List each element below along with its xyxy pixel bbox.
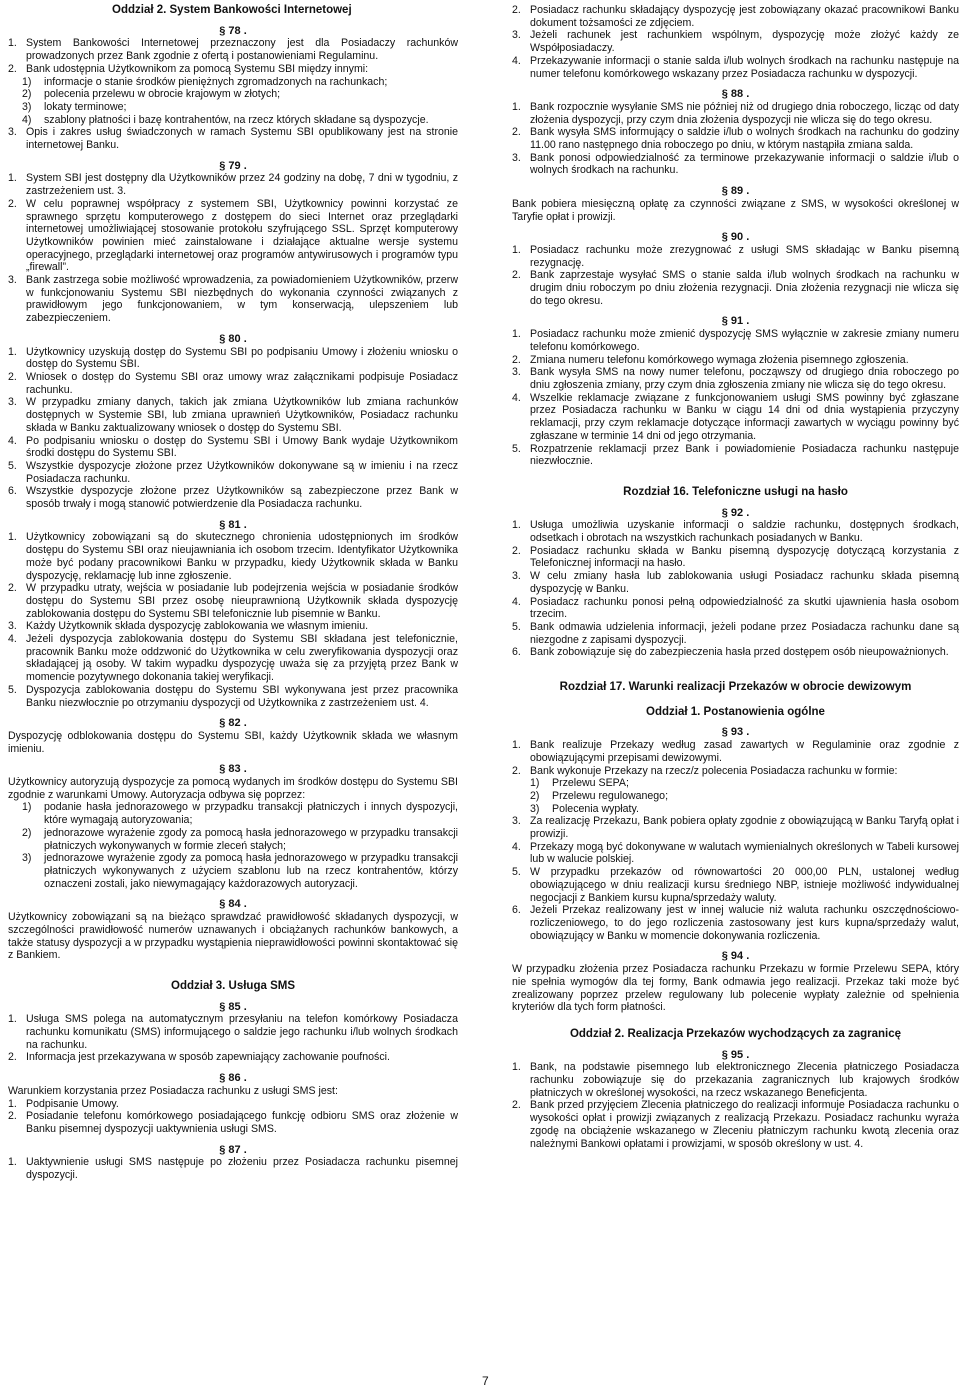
item-number: 2. bbox=[512, 126, 521, 139]
item-text: Jeżeli Przekaz realizowany jest w innej walucie niż waluta rachunku oszczędnościowo-rozliczeniowego, to do jego rozliczenia zastosowany jest kurs kupna/sprzedaży walut, obowiązujący w Banku w momencie dokonywania rozliczenia. bbox=[530, 904, 959, 942]
item-text: Bank wysyła SMS informujący o saldzie i/lub o wolnych środkach na rachunku do godziny 11.00 rano następnego dnia roboczego po dniu, w którym nastąpiła zmiana salda. bbox=[530, 126, 959, 152]
list-item bbox=[512, 101, 959, 126]
chapter-heading: Oddział 2. Realizacja Przekazów wychodzących za zagranicę bbox=[569, 1027, 902, 1040]
list-item bbox=[8, 37, 458, 62]
item-number: 2. bbox=[8, 370, 17, 383]
item-text: W przypadku przekazów od równowartości 20 000,00 PLN, ustalonej według obowiązującego w dniu realizacji kursu średniego NBP, istnieje możliwość indywidualnej negocjacji z Bankiem kursu kupna/sprzedaży waluty. bbox=[530, 866, 959, 904]
item-text: W przypadku utraty, wejścia w posiadanie lub podejrzenia wejścia w posiadanie środków dostępu do Systemu SBI przez osobę nieuprawnioną Użytkownik składa dyspozycję zablokowania dostępu do Systemu SBI telefonicznie lub pisemnie w Banku. bbox=[26, 582, 458, 620]
item-number: 5. bbox=[8, 459, 17, 472]
item-number: 2) bbox=[22, 826, 32, 839]
list-item bbox=[512, 570, 959, 595]
left-column bbox=[8, 4, 458, 1182]
item-number: 1) bbox=[530, 777, 540, 790]
list-item bbox=[512, 269, 959, 307]
item-number: 2) bbox=[530, 789, 540, 802]
item-number: 2. bbox=[512, 269, 521, 282]
paragraph-number: § 79 . bbox=[219, 159, 247, 172]
page-number: 7 bbox=[482, 1374, 489, 1388]
item-text: Informacja jest przekazywana w sposób zapewniający zachowanie poufności. bbox=[26, 1051, 390, 1064]
list-item bbox=[8, 852, 458, 890]
paragraph-number: § 78 . bbox=[219, 24, 247, 37]
item-number: 1. bbox=[8, 531, 17, 544]
paragraph-text: Użytkownicy zobowiązani są na bieżąco sprawdzać prawidłowość składanych dyspozycji, w szczególności prawidłowość numerów uznawanych i obciążanych rachunków bankowych, a także statusy dyspozycji a w przypadku wystąpienia nieprawidłowości powinni skontaktować się z Bankiem. bbox=[8, 911, 458, 962]
item-text: Posiadanie telefonu komórkowego posiadającego funkcję odbioru SMS oraz złożenie w Banku pisemnej dyspozycji uaktywnienia usługi SMS. bbox=[26, 1110, 458, 1135]
item-text: Po podpisaniu wniosku o dostęp do Systemu SBI i Umowy Bank wydaje Użytkownikom środki dostępu do Systemu SBI. bbox=[26, 434, 458, 460]
list-item bbox=[512, 621, 959, 646]
list-item bbox=[512, 841, 959, 866]
list-item bbox=[512, 55, 959, 80]
item-text: Usługa SMS polega na automatycznym przesyłaniu na telefon komórkowy Posiadacza rachunku komunikatu (SMS) informującego o saldzie jego rachunku i/lub wolnych środkach na rachunku. bbox=[26, 1013, 458, 1051]
list-item bbox=[8, 346, 458, 371]
item-text: Bank wykonuje Przekazy na rzecz/z polecenia Posiadacza rachunku w formie: bbox=[530, 764, 898, 777]
list-item bbox=[8, 633, 458, 684]
list-item bbox=[512, 777, 959, 790]
item-text: Dyspozycja zablokowania dostępu do Systemu SBI wykonywana jest przez pracownika Banku niezwłocznie po otrzymaniu dyspozycji od Użytkownika z zastrzeżeniem ust. 4. bbox=[26, 683, 458, 709]
item-text: Bank zaprzestaje wysyłać SMS o stanie salda i/lub wolnych środkach na rachunku w drugim dniu roboczym po dniu złożenia rezygnacji. Dnia złożenia rezygnacji nie wlicza się do tego okresu. bbox=[530, 269, 959, 307]
item-text: Użytkownicy uzyskują dostęp do Systemu SBI po podpisaniu Umowy i złożeniu wniosku o dostęp do Systemu SBI. bbox=[26, 345, 458, 371]
paragraph-number: § 82 . bbox=[219, 717, 247, 730]
list-item bbox=[512, 519, 959, 544]
item-number: 2. bbox=[8, 582, 17, 595]
list-item bbox=[8, 198, 458, 274]
item-text: Wszystkie dyspozycje złożone przez Użytkowników dokonywane są w imieniu i na rzecz Posiadacza rachunku. bbox=[26, 459, 458, 485]
item-number: 3. bbox=[512, 151, 521, 164]
item-text: Rozpatrzenie reklamacji przez Bank i powiadomienie Posiadacza rachunku następuje niezwłocznie. bbox=[530, 442, 959, 468]
list-item bbox=[512, 366, 959, 391]
list-item bbox=[512, 904, 959, 942]
list-item bbox=[8, 827, 458, 852]
item-text: Jeżeli rachunek jest rachunkiem wspólnym, dyspozycję może złożyć każdy ze Współposiadaczy. bbox=[530, 29, 959, 55]
item-number: 2. bbox=[512, 764, 521, 777]
list-item bbox=[8, 101, 458, 114]
item-number: 1. bbox=[512, 739, 521, 752]
item-number: 1. bbox=[512, 519, 521, 532]
item-text: Posiadacz rachunku składa w Banku pisemną dyspozycję dotyczącą korzystania z Telefonicznej informacji na hasło. bbox=[530, 544, 959, 570]
list-item bbox=[512, 244, 959, 269]
paragraph-number: § 81 . bbox=[219, 518, 247, 531]
item-text: Zmiana numeru telefonu komórkowego wymaga złożenia pisemnego zgłoszenia. bbox=[530, 353, 909, 366]
item-text: Bank, na podstawie pisemnego lub elektronicznego Zlecenia płatniczego Posiadacza rachunku zobowiązuje się do przekazania zagranicznych lub krajowych środków płatniczych w określonej wysokości, na rzecz wskazanego Beneficjenta. bbox=[530, 1061, 959, 1099]
item-text: Bank zobowiązuje się do zabezpieczenia hasła przed dostępem osób nieupoważnionych. bbox=[530, 646, 949, 659]
item-number: 1. bbox=[8, 172, 17, 185]
item-number: 2. bbox=[8, 1110, 17, 1123]
item-text: System SBI jest dostępny dla Użytkowników przez 24 godziny na dobę, 7 dni w tygodniu, z zastrzeżeniem ust. 3. bbox=[26, 172, 458, 198]
paragraph-number: § 93 . bbox=[721, 726, 750, 739]
list-item bbox=[8, 1098, 458, 1111]
item-number: 1. bbox=[512, 100, 521, 113]
item-number: 6. bbox=[512, 904, 521, 917]
item-text: informacje o stanie środków pieniężnych zgromadzonych na rachunkach; bbox=[44, 75, 388, 88]
item-number: 2. bbox=[512, 544, 521, 557]
item-number: 5. bbox=[8, 683, 17, 696]
item-number: 2. bbox=[512, 353, 521, 366]
paragraph-number: § 89 . bbox=[721, 185, 750, 198]
item-number: 1. bbox=[512, 243, 521, 256]
item-text: Przekazywanie informacji o stanie salda i/lub wolnych środkach na rachunku następuje na numer telefonu komórkowego wskazany przez Posiadacza rachunku w dyspozycji. bbox=[530, 54, 959, 80]
item-text: Posiadacz rachunku składający dyspozycję jest zobowiązany okazać pracownikowi Banku dokument tożsamości ze zdjęciem. bbox=[530, 4, 959, 29]
list-item bbox=[8, 396, 458, 434]
paragraph-text: Warunkiem korzystania przez Posiadacza rachunku z usługi SMS jest: bbox=[8, 1084, 338, 1097]
list-item bbox=[8, 371, 458, 396]
item-number: 1. bbox=[512, 1061, 521, 1074]
list-item bbox=[8, 582, 458, 620]
item-number: 5. bbox=[512, 442, 521, 455]
item-number: 1) bbox=[22, 801, 32, 814]
list-item bbox=[8, 76, 458, 89]
list-item bbox=[8, 620, 458, 633]
item-number: 1) bbox=[22, 75, 32, 88]
item-number: 2. bbox=[8, 197, 17, 210]
list-item bbox=[8, 63, 458, 76]
item-number: 4. bbox=[512, 391, 521, 404]
item-text: Za realizację Przekazu, Bank pobiera opłaty zgodnie z obowiązującą w Banku Taryfą opłat i prowizji. bbox=[530, 815, 959, 841]
paragraph-number: § 88 . bbox=[721, 88, 750, 101]
chapter-heading: Rozdział 17. Warunki realizacji Przekazów w obrocie dewizowym bbox=[559, 681, 912, 694]
item-text: Przekazy mogą być dokonywane w walutach wymienialnych określonych w Tabeli kursowej lub w walucie polskiej. bbox=[530, 840, 959, 866]
item-number: 2. bbox=[8, 1051, 17, 1064]
list-item bbox=[8, 1013, 458, 1051]
item-number: 2. bbox=[512, 4, 521, 16]
item-number: 5. bbox=[512, 866, 521, 879]
list-item bbox=[8, 114, 458, 127]
paragraph-number: § 80 . bbox=[219, 332, 247, 345]
item-text: W celu poprawnej współpracy z systemem SBI, Użytkownicy powinni korzystać ze sprawnego sprzętu komputerowego z dostępem do sieci Internet oraz przeglądarki internetowej umożliwiającej stosowanie protokołu szyfrującego SSL. Sprzęt komputerowy Użytkowników powinien mieć zainstalowane i działające aktualne wersje systemu operacyjnego, przeglądarki internetowej oraz programów antywirusowych i programów typu „firewall”. bbox=[26, 197, 458, 274]
item-text: Posiadacz rachunku może zrezygnować z usługi SMS składając w Banku pisemną rezygnację. bbox=[530, 243, 959, 269]
paragraph-number: § 84 . bbox=[219, 898, 247, 911]
item-number: 3. bbox=[512, 29, 521, 42]
item-number: 1. bbox=[8, 1013, 17, 1026]
item-text: Bank wysyła SMS na nowy numer telefonu, począwszy od drugiego dnia roboczego po dniu zgłoszenia zmiany, przy czym dnia zgłoszenia zmiany nie wlicza się do tego okresu. bbox=[530, 366, 959, 391]
chapter-heading: Oddział 3. Usługa SMS bbox=[171, 979, 295, 992]
item-text: Przelewu regulowanego; bbox=[552, 789, 669, 802]
list-item bbox=[512, 866, 959, 904]
item-text: Posiadacz rachunku ponosi pełną odpowiedzialność za skutki ujawnienia hasła osobom trzecim. bbox=[530, 595, 959, 621]
item-number: 2) bbox=[22, 88, 32, 101]
item-text: Wszelkie reklamacje związane z funkcjonowaniem usługi SMS powinny być zgłaszane przez Posiadacza rachunku w Banku w ciągu 14 dni od dnia wystąpienia przyczyny reklamacji, przy czym reklamacje dotyczące informacji zawartych w wyciągu powinny być zgłaszane w terminie 14 dni od jego otrzymania. bbox=[530, 391, 959, 442]
item-text: Opis i zakres usług świadczonych w ramach Systemu SBI opublikowany jest na stronie internetowej Banku. bbox=[26, 126, 458, 152]
list-item bbox=[512, 354, 959, 367]
item-text: Bank przed przyjęciem Zlecenia płatniczego do realizacji informuje Posiadacza rachunku o wysokości opłat i prowizji związanych z realizacją Przekazu. Posiadacz rachunku wyraża zgodę na obciążenie wskazanego w Zleceniu płatniczym rachunku kwotą zlecenia oraz należnymi Bankowi opłatami i prowizjami, w sposób określony w ust. 4. bbox=[530, 1099, 959, 1150]
chapter-heading: Oddział 1. Postanowienia ogólne bbox=[646, 705, 825, 718]
item-text: jednorazowe wyrażenie zgody za pomocą hasła jednorazowego w przypadku transakcji płatniczych wykonywanych z użyciem szablonu lub na rzecz kontrahentów, którzy oznaczeni zostali, jako niewymagający każdorazowych autoryzacji. bbox=[44, 852, 458, 890]
item-number: 4. bbox=[8, 633, 17, 646]
list-item bbox=[512, 790, 959, 803]
paragraph-text: Użytkownicy autoryzują dyspozycje za pomocą wydanych im środków dostępu do Systemu SBI zgodnie z warunkami Umowy. Autoryzacja odbywa się poprzez: bbox=[8, 776, 458, 801]
item-number: 6. bbox=[512, 646, 521, 659]
list-item bbox=[8, 126, 458, 151]
item-text: System Bankowości Internetowej przeznaczony jest dla Posiadaczy rachunków prowadzonych przez Bank zgodnie z ofertą i postanowieniami Regulaminu. bbox=[26, 37, 458, 63]
item-number: 4. bbox=[512, 840, 521, 853]
item-text: Podpisanie Umowy. bbox=[26, 1097, 119, 1110]
item-number: 2. bbox=[8, 62, 17, 75]
section-heading: Oddział 2. System Bankowości Internetowej bbox=[112, 4, 352, 16]
list-item bbox=[512, 392, 959, 443]
list-item bbox=[8, 1156, 458, 1181]
item-number: 4) bbox=[22, 113, 32, 126]
list-item bbox=[512, 646, 959, 659]
item-number: 3. bbox=[512, 570, 521, 583]
item-text: podanie hasła jednorazowego w przypadku transakcji płatniczych i innych dyspozycji, które wymagają autoryzowania; bbox=[44, 801, 458, 827]
item-number: 3. bbox=[8, 620, 17, 633]
item-text: szablony płatności i bazę kontrahentów, na rzecz których składane są dyspozycje. bbox=[44, 113, 429, 126]
paragraph-text: W przypadku złożenia przez Posiadacza rachunku Przekazu w formie Przelewu SEPA, który nie spełnia wymogów dla tej formy, Bank odmawia jego realizacji. Przekaz taki może być zrealizowany poprzez przelew regulowany lub polecenie wypłaty zależnie od spełnienia kryteriów dla tych form płatności. bbox=[512, 963, 959, 1014]
list-item bbox=[8, 88, 458, 101]
item-number: 1. bbox=[8, 1097, 17, 1110]
item-text: Bank rozpocznie wysyłanie SMS nie później niż od drugiego dnia roboczego, licząc od daty złożenia dyspozycji, przy czym dnia złożenia dyspozycji nie wlicza się do tego okresu. bbox=[530, 100, 959, 126]
list-item bbox=[8, 1110, 458, 1135]
item-text: Bank ponosi odpowiedzialność za terminowe przekazywanie informacji o saldzie i/lub o wolnych środkach na rachunku. bbox=[530, 151, 959, 177]
paragraph-number: § 91 . bbox=[721, 315, 750, 328]
item-number: 5. bbox=[512, 620, 521, 633]
list-item bbox=[512, 328, 959, 353]
list-item bbox=[512, 126, 959, 151]
item-number: 3. bbox=[512, 366, 521, 379]
list-item bbox=[512, 1099, 959, 1150]
item-text: Każdy Użytkownik składa dyspozycję zablokowania we własnym imieniu. bbox=[26, 620, 369, 633]
list-item bbox=[8, 485, 458, 510]
list-item bbox=[512, 29, 959, 54]
list-item bbox=[512, 803, 959, 816]
item-text: Przelewu SEPA; bbox=[552, 777, 629, 790]
list-item bbox=[512, 443, 959, 468]
item-text: W przypadku zmiany danych, takich jak zmiana Użytkowników lub zmiana rachunków dostępnych w Systemie SBI, lub zmiana uprawnień Użytkowników, Posiadacz rachunku składa w Banku zaktualizowany wniosek o dostęp do Systemu SBI. bbox=[26, 396, 458, 434]
list-item bbox=[512, 1061, 959, 1099]
paragraph-number: § 86 . bbox=[219, 1072, 247, 1085]
item-text: Jeżeli dyspozycja zablokowania dostępu do Systemu SBI składana jest telefonicznie, pracownik Banku może oddzwonić do Użytkownika w celu zweryfikowania dyspozycji oraz składającej ją osoby. W takim wypadku dyspozycję uważa się za przyjętą przez Bank w momencie pozytywnego dokonania takiej weryfikacji. bbox=[26, 633, 458, 684]
item-text: Posiadacz rachunku może zmienić dyspozycję SMS wyłącznie w zakresie zmiany numeru telefonu komórkowego. bbox=[530, 328, 959, 353]
list-item bbox=[512, 596, 959, 621]
item-text: Polecenia wypłaty. bbox=[552, 802, 639, 815]
right-column bbox=[512, 4, 959, 1150]
item-text: lokaty terminowe; bbox=[44, 100, 127, 113]
paragraph-number: § 83 . bbox=[219, 763, 247, 776]
item-number: 6. bbox=[8, 485, 17, 498]
item-text: Uaktywnienie usługi SMS następuje po złożeniu przez Posiadacza rachunku pisemnej dyspozycji. bbox=[26, 1156, 458, 1182]
item-text: Usługa umożliwia uzyskanie informacji o saldzie rachunku, dostępnych środkach, odsetkach i obrotach na wszystkich rachunkach posiadanych w Banku. bbox=[530, 519, 959, 545]
list-item bbox=[8, 274, 458, 325]
paragraph-number: § 85 . bbox=[219, 1000, 247, 1013]
item-text: Bank zastrzega sobie możliwość wprowadzenia, za powiadomieniem Użytkowników, przerw w funkcjonowaniu Systemu SBI niezbędnych do wykonania czynności związanych z prawidłowym jego funkcjonowaniem, w tym konserwacją, ulepszeniem lub zabezpieczeniem. bbox=[26, 274, 458, 325]
list-item bbox=[512, 815, 959, 840]
item-text: Wszystkie dyspozycje złożone przez Użytkowników są zabezpieczone przez Bank w sposób trwały i mogą stanowić potwierdzenie dla Posiadacza rachunku. bbox=[26, 485, 458, 511]
paragraph-number: § 95 . bbox=[721, 1048, 750, 1061]
item-text: Bank odmawia udzielenia informacji, jeżeli podane przez Posiadacza rachunku dane są niezgodne z zapisami dyspozycji. bbox=[530, 620, 959, 646]
item-text: W celu zmiany hasła lub zablokowania usługi Posiadacz rachunku składa pisemną dyspozycję w Banku. bbox=[530, 570, 959, 595]
paragraph-number: § 92 . bbox=[721, 506, 750, 519]
list-item bbox=[8, 684, 458, 709]
paragraph-number: § 90 . bbox=[721, 231, 750, 244]
paragraph-text: Bank pobiera miesięczną opłatę za czynności związane z SMS, w wysokości określonej w Taryfie opłat i prowizji. bbox=[512, 197, 959, 223]
item-number: 1. bbox=[8, 37, 17, 50]
item-number: 4. bbox=[8, 434, 17, 447]
item-text: Wniosek o dostęp do Systemu SBI oraz umowy wraz załącznikami podpisuje Posiadacz rachunku. bbox=[26, 370, 458, 396]
item-number: 4. bbox=[512, 595, 521, 608]
item-text: Użytkownicy zobowiązani są do skutecznego chronienia udostępnionych im środków dostępu do Systemu SBI oraz nieujawniania ich osobom trzecim. Identyfikator Użytkownika może być podany pracownikowi Banku w przypadku, kiedy Użytkownik składa w Banku dyspozycję, reklamację lub inne zgłoszenie. bbox=[26, 531, 458, 582]
item-text: Bank realizuje Przekazy według zasad zawartych w Regulaminie oraz zgodnie z obowiązującymi przepisami dewizowymi. bbox=[530, 739, 959, 764]
item-text: Bank udostępnia Użytkownikom za pomocą Systemu SBI między innymi: bbox=[26, 62, 369, 75]
list-item bbox=[8, 435, 458, 460]
item-number: 3) bbox=[22, 852, 32, 865]
list-item bbox=[8, 531, 458, 582]
list-item bbox=[512, 739, 959, 764]
list-item bbox=[512, 152, 959, 177]
list-item bbox=[8, 460, 458, 485]
list-item bbox=[8, 1051, 458, 1064]
list-item bbox=[8, 801, 458, 826]
list-item bbox=[512, 4, 959, 29]
item-number: 3. bbox=[512, 815, 521, 828]
item-text: polecenia przelewu w obrocie krajowym w złotych; bbox=[44, 88, 281, 101]
paragraph-number: § 94 . bbox=[721, 950, 750, 963]
item-number: 3. bbox=[8, 126, 17, 139]
item-number: 1. bbox=[8, 345, 17, 358]
chapter-heading: Rozdział 16. Telefoniczne usługi na hasło bbox=[623, 485, 848, 498]
list-item bbox=[512, 545, 959, 570]
item-number: 3. bbox=[8, 274, 17, 287]
item-number: 4. bbox=[512, 54, 521, 67]
list-item bbox=[8, 172, 458, 197]
item-number: 3) bbox=[22, 100, 32, 113]
item-number: 2. bbox=[512, 1099, 521, 1112]
item-number: 1. bbox=[8, 1156, 17, 1169]
item-number: 3. bbox=[8, 396, 17, 409]
list-item bbox=[512, 765, 959, 778]
paragraph-text: Dyspozycję odblokowania dostępu do Systemu SBI, każdy Użytkownik składa we własnym imieniu. bbox=[8, 729, 458, 755]
paragraph-number: § 87 . bbox=[219, 1143, 247, 1156]
item-number: 1. bbox=[512, 328, 521, 341]
item-text: jednorazowe wyrażenie zgody za pomocą hasła jednorazowego w przypadku transakcji płatniczych wykonywanych w formie zleceń stałych; bbox=[44, 826, 458, 852]
item-number: 3) bbox=[530, 802, 540, 815]
